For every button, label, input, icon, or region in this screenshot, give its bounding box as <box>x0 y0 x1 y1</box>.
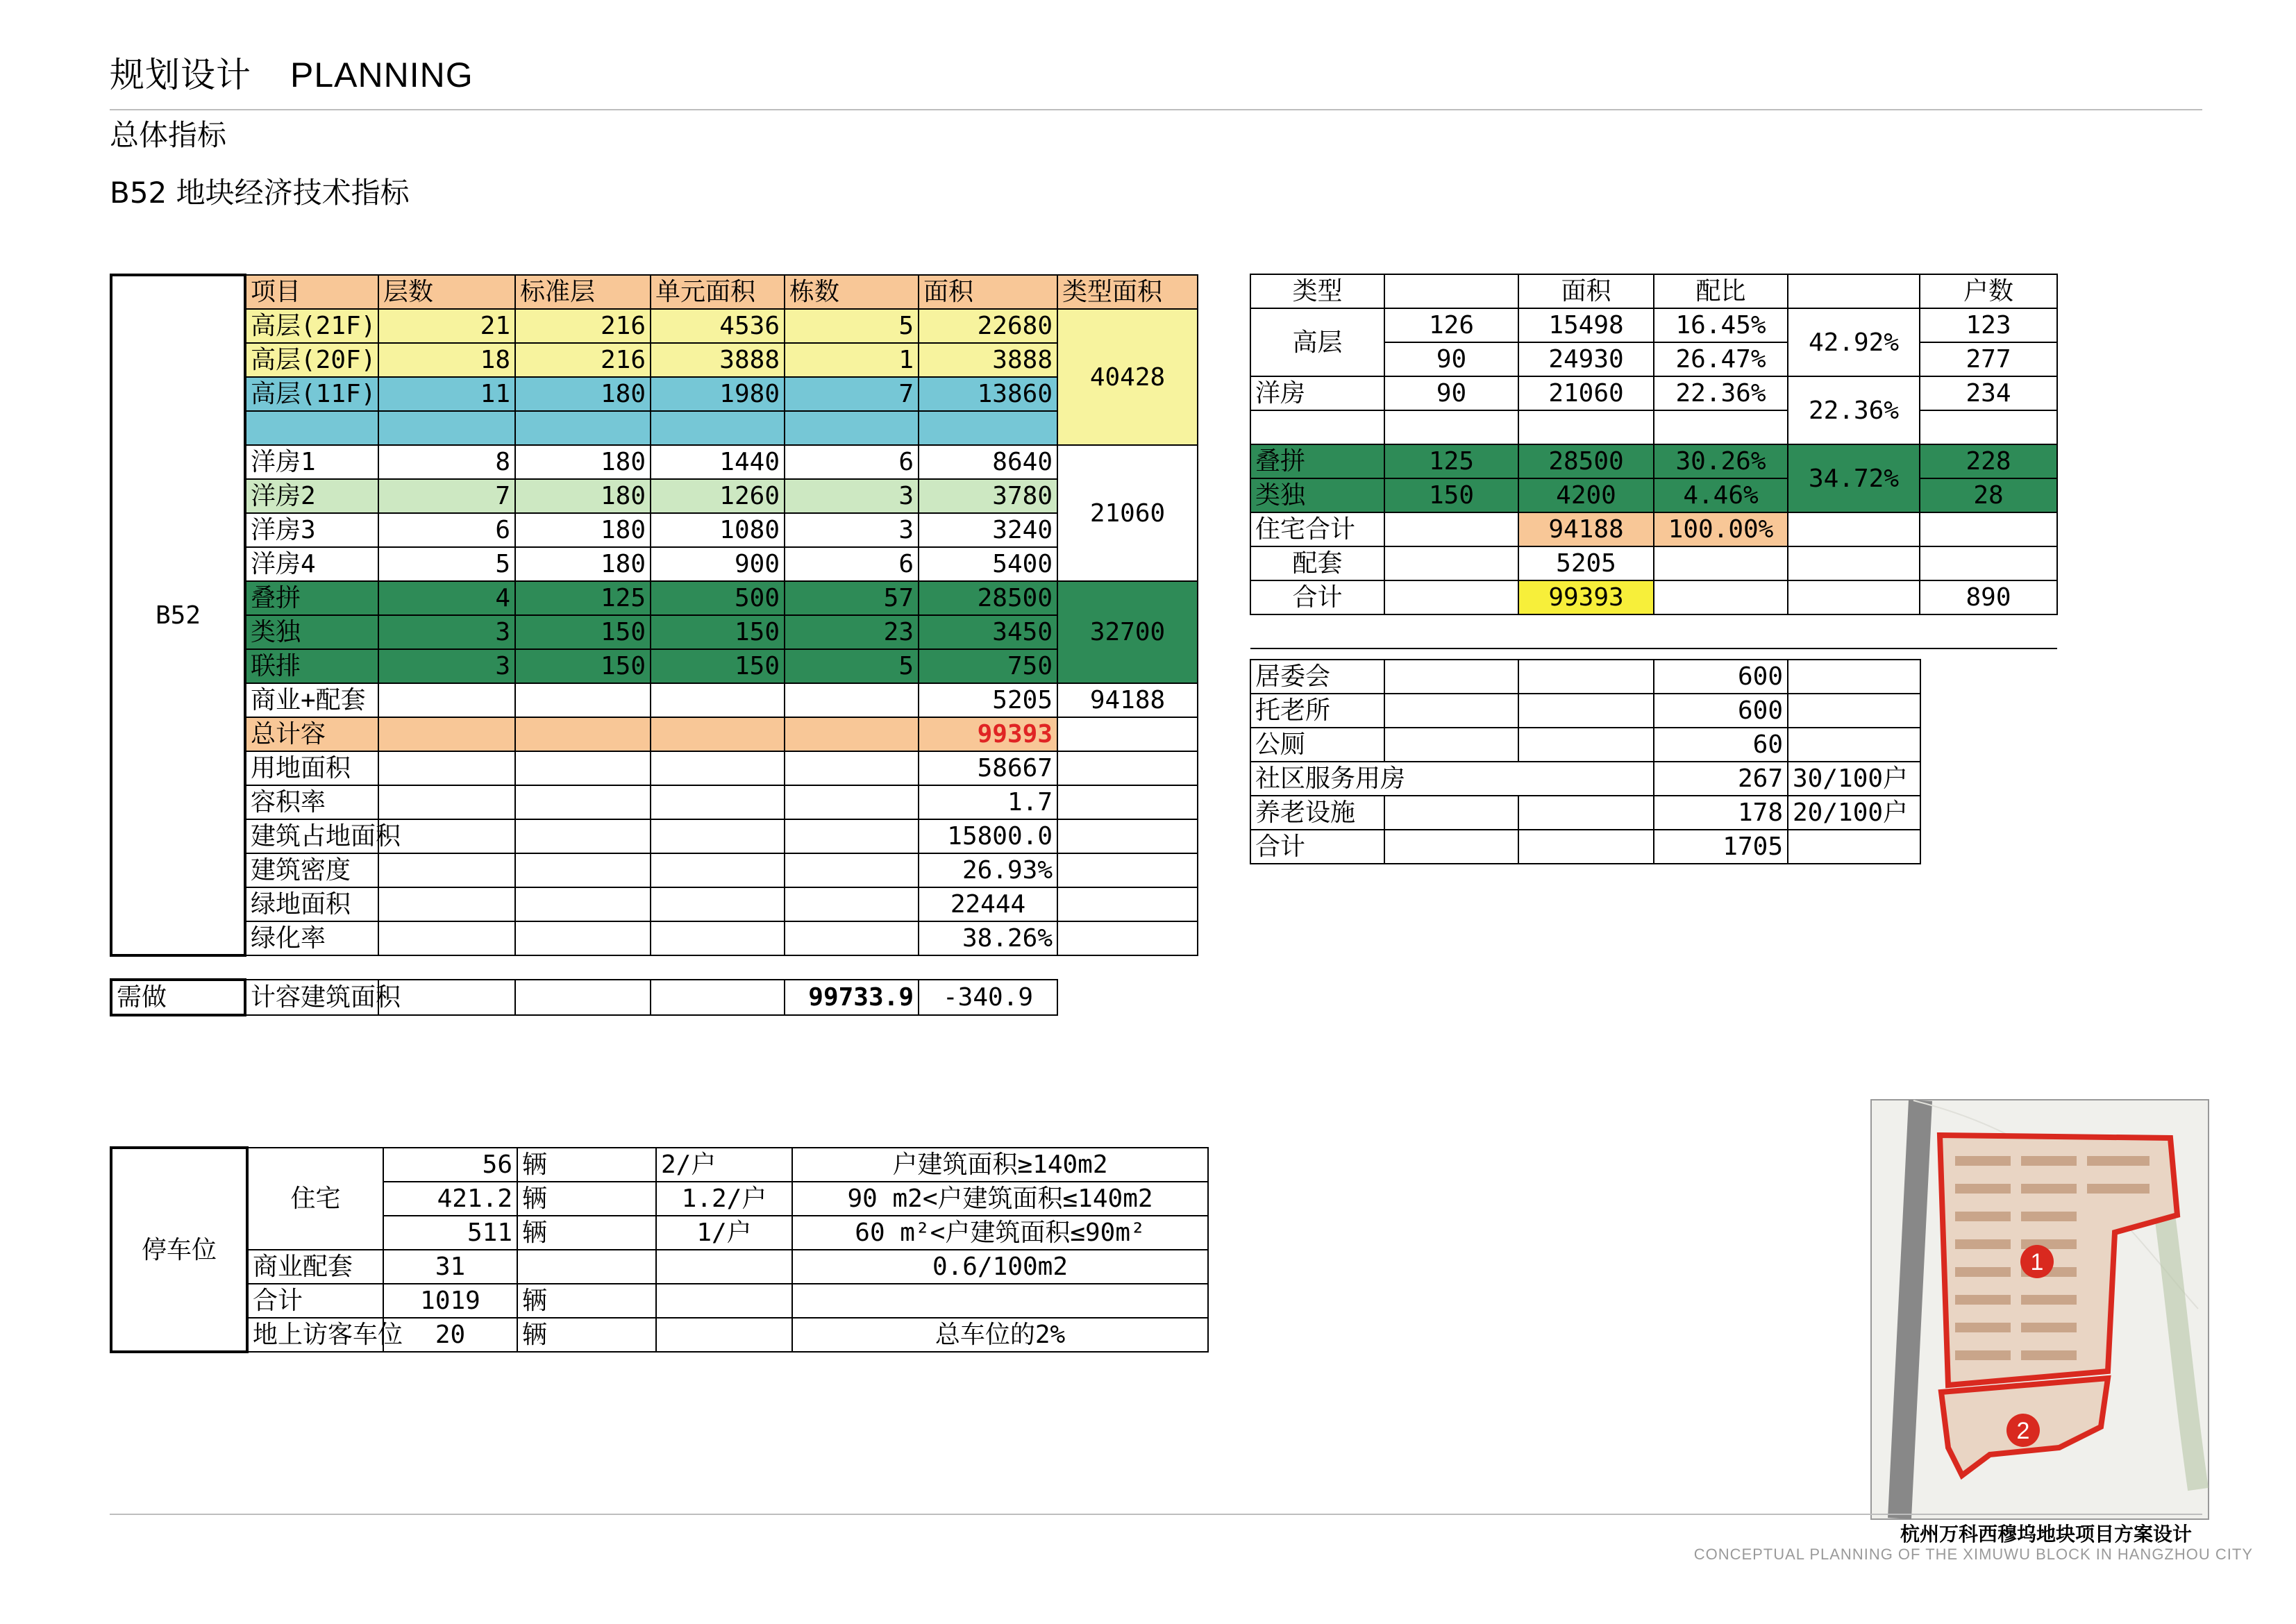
table-row: 高层(11F) 11 180 1980 7 13860 <box>111 377 1198 411</box>
table-row: 洋房 90 21060 22.36% 22.36% 234 <box>1250 376 2057 410</box>
type-area-yang: 21060 <box>1057 445 1198 581</box>
marker-1-label: 1 <box>2030 1249 2044 1275</box>
table-row <box>1250 410 2057 444</box>
table-row: 用地面积 58667 <box>111 751 1198 785</box>
type-area-high: 40428 <box>1057 309 1198 445</box>
todo-label: 需做 <box>111 980 245 1015</box>
table-row: 地上访客车位 20 辆 总车位的2% <box>111 1318 1208 1352</box>
table-row: 高层(20F) 18 216 3888 1 3888 <box>111 343 1198 377</box>
indices-last-row <box>110 978 1198 1016</box>
facilities-table <box>1250 659 1921 864</box>
table-row: 类独 3 150 150 23 3450 <box>111 615 1198 649</box>
footer-project-subtitle: CONCEPTUAL PLANNING OF THE XIMUWU BLOCK IN HANGZHOU CITY <box>1693 1546 2253 1563</box>
site-plan-thumbnail <box>1870 1099 2209 1520</box>
col-header: 层数 <box>378 275 515 309</box>
total-row: 总计容 99393 <box>111 717 1198 751</box>
table-row: 洋房1 8 180 1440 6 8640 21060 <box>111 445 1198 479</box>
col-header: 标准层 <box>515 275 651 309</box>
title-en: PLANNING <box>290 56 474 94</box>
parking-table <box>110 1146 1209 1353</box>
header-divider <box>110 109 2202 110</box>
col-header: 项目 <box>245 275 378 309</box>
table-row: 叠拼 125 28500 30.26% 34.72% 228 <box>1250 444 2057 478</box>
table-row: 商业+配套 5205 94188 <box>111 683 1198 717</box>
table-row: 421.2 辆 1.2/户 90 m2<户建筑面积≤140m2 <box>111 1182 1208 1216</box>
table-row: 配套 5205 <box>1250 546 2057 580</box>
table-row: 商业配套 31 0.6/100m2 <box>111 1250 1208 1284</box>
table-row: 联排 3 150 150 5 750 <box>111 649 1198 683</box>
total-area: 99393 <box>919 717 1057 751</box>
col-header: 栋数 <box>785 275 919 309</box>
table-row <box>111 411 1198 445</box>
table-row: 绿地面积 22444 <box>111 887 1198 921</box>
table-row: 社区服务用房 267 30/100户 <box>1250 762 1920 796</box>
table-row <box>1250 614 2057 648</box>
table-row: 合计 1019 辆 <box>111 1284 1208 1318</box>
table-row: 高层 126 15498 16.45% 42.92% 123 <box>1250 308 2057 342</box>
table-header-row <box>111 275 1198 309</box>
page-title <box>110 47 474 97</box>
table-row: 合计 1705 <box>1250 830 1920 864</box>
table-row: 建筑密度 26.93% <box>111 853 1198 887</box>
marker-2-label: 2 <box>2016 1418 2030 1444</box>
block-label: B52 <box>111 275 245 955</box>
table-subtitle: B52 地块经济技术指标 <box>110 176 410 210</box>
table-row: 需做 计容建筑面积 99733.9 -340.9 <box>111 980 1198 1015</box>
table-row: 511 辆 1/户 60 m²<户建筑面积≤90m² <box>111 1216 1208 1250</box>
col-header: 单元面积 <box>651 275 785 309</box>
table-row: 绿化率 38.26% <box>111 921 1198 955</box>
type-area-villa: 32700 <box>1057 581 1198 683</box>
table-row: 类独 150 4200 4.46% 28 <box>1250 478 2057 512</box>
table-row: 停车位 住宅 56 辆 2/户 户建筑面积≥140m2 <box>111 1148 1208 1182</box>
table-row: 建筑占地面积 15800.0 <box>111 819 1198 853</box>
table-row: 叠拼 4 125 500 57 28500 32700 <box>111 581 1198 615</box>
type-area-comm: 94188 <box>1057 683 1198 717</box>
footer-divider <box>110 1514 2202 1515</box>
parking-title: 停车位 <box>111 1148 247 1352</box>
table-row: 容积率 1.7 <box>111 785 1198 819</box>
title-cn: 规划设计 <box>110 55 251 95</box>
table-row: 洋房3 6 180 1080 3 3240 <box>111 513 1198 547</box>
table-row: 高层(21F) 21 216 4536 5 22680 40428 <box>111 309 1198 343</box>
table-row: 居委会 600 <box>1250 660 1920 694</box>
table-row: 洋房2 7 180 1260 3 3780 <box>111 479 1198 513</box>
footer-project-title: 杭州万科西穆坞地块项目方案设计 <box>1900 1523 2192 1546</box>
table-row: 合计 99393 890 <box>1250 580 2057 614</box>
site-plan-drawing <box>1872 1100 2208 1518</box>
table-row: 90 24930 26.47% 277 <box>1250 342 2057 376</box>
table-row: 托老所 600 <box>1250 694 1920 728</box>
col-header: 类型面积 <box>1057 275 1198 309</box>
table-header-row: 类型 面积 配比 户数 <box>1250 274 2057 308</box>
col-header: 面积 <box>919 275 1057 309</box>
ratio-table <box>1250 274 2058 649</box>
table-row: 养老设施 178 20/100户 <box>1250 796 1920 830</box>
table-row: 住宅合计 94188 100.00% <box>1250 512 2057 546</box>
section-title: 总体指标 <box>110 118 227 152</box>
table-row: 公厕 60 <box>1250 728 1920 762</box>
indices-table <box>110 274 1198 957</box>
table-row: 洋房4 5 180 900 6 5400 <box>111 547 1198 581</box>
